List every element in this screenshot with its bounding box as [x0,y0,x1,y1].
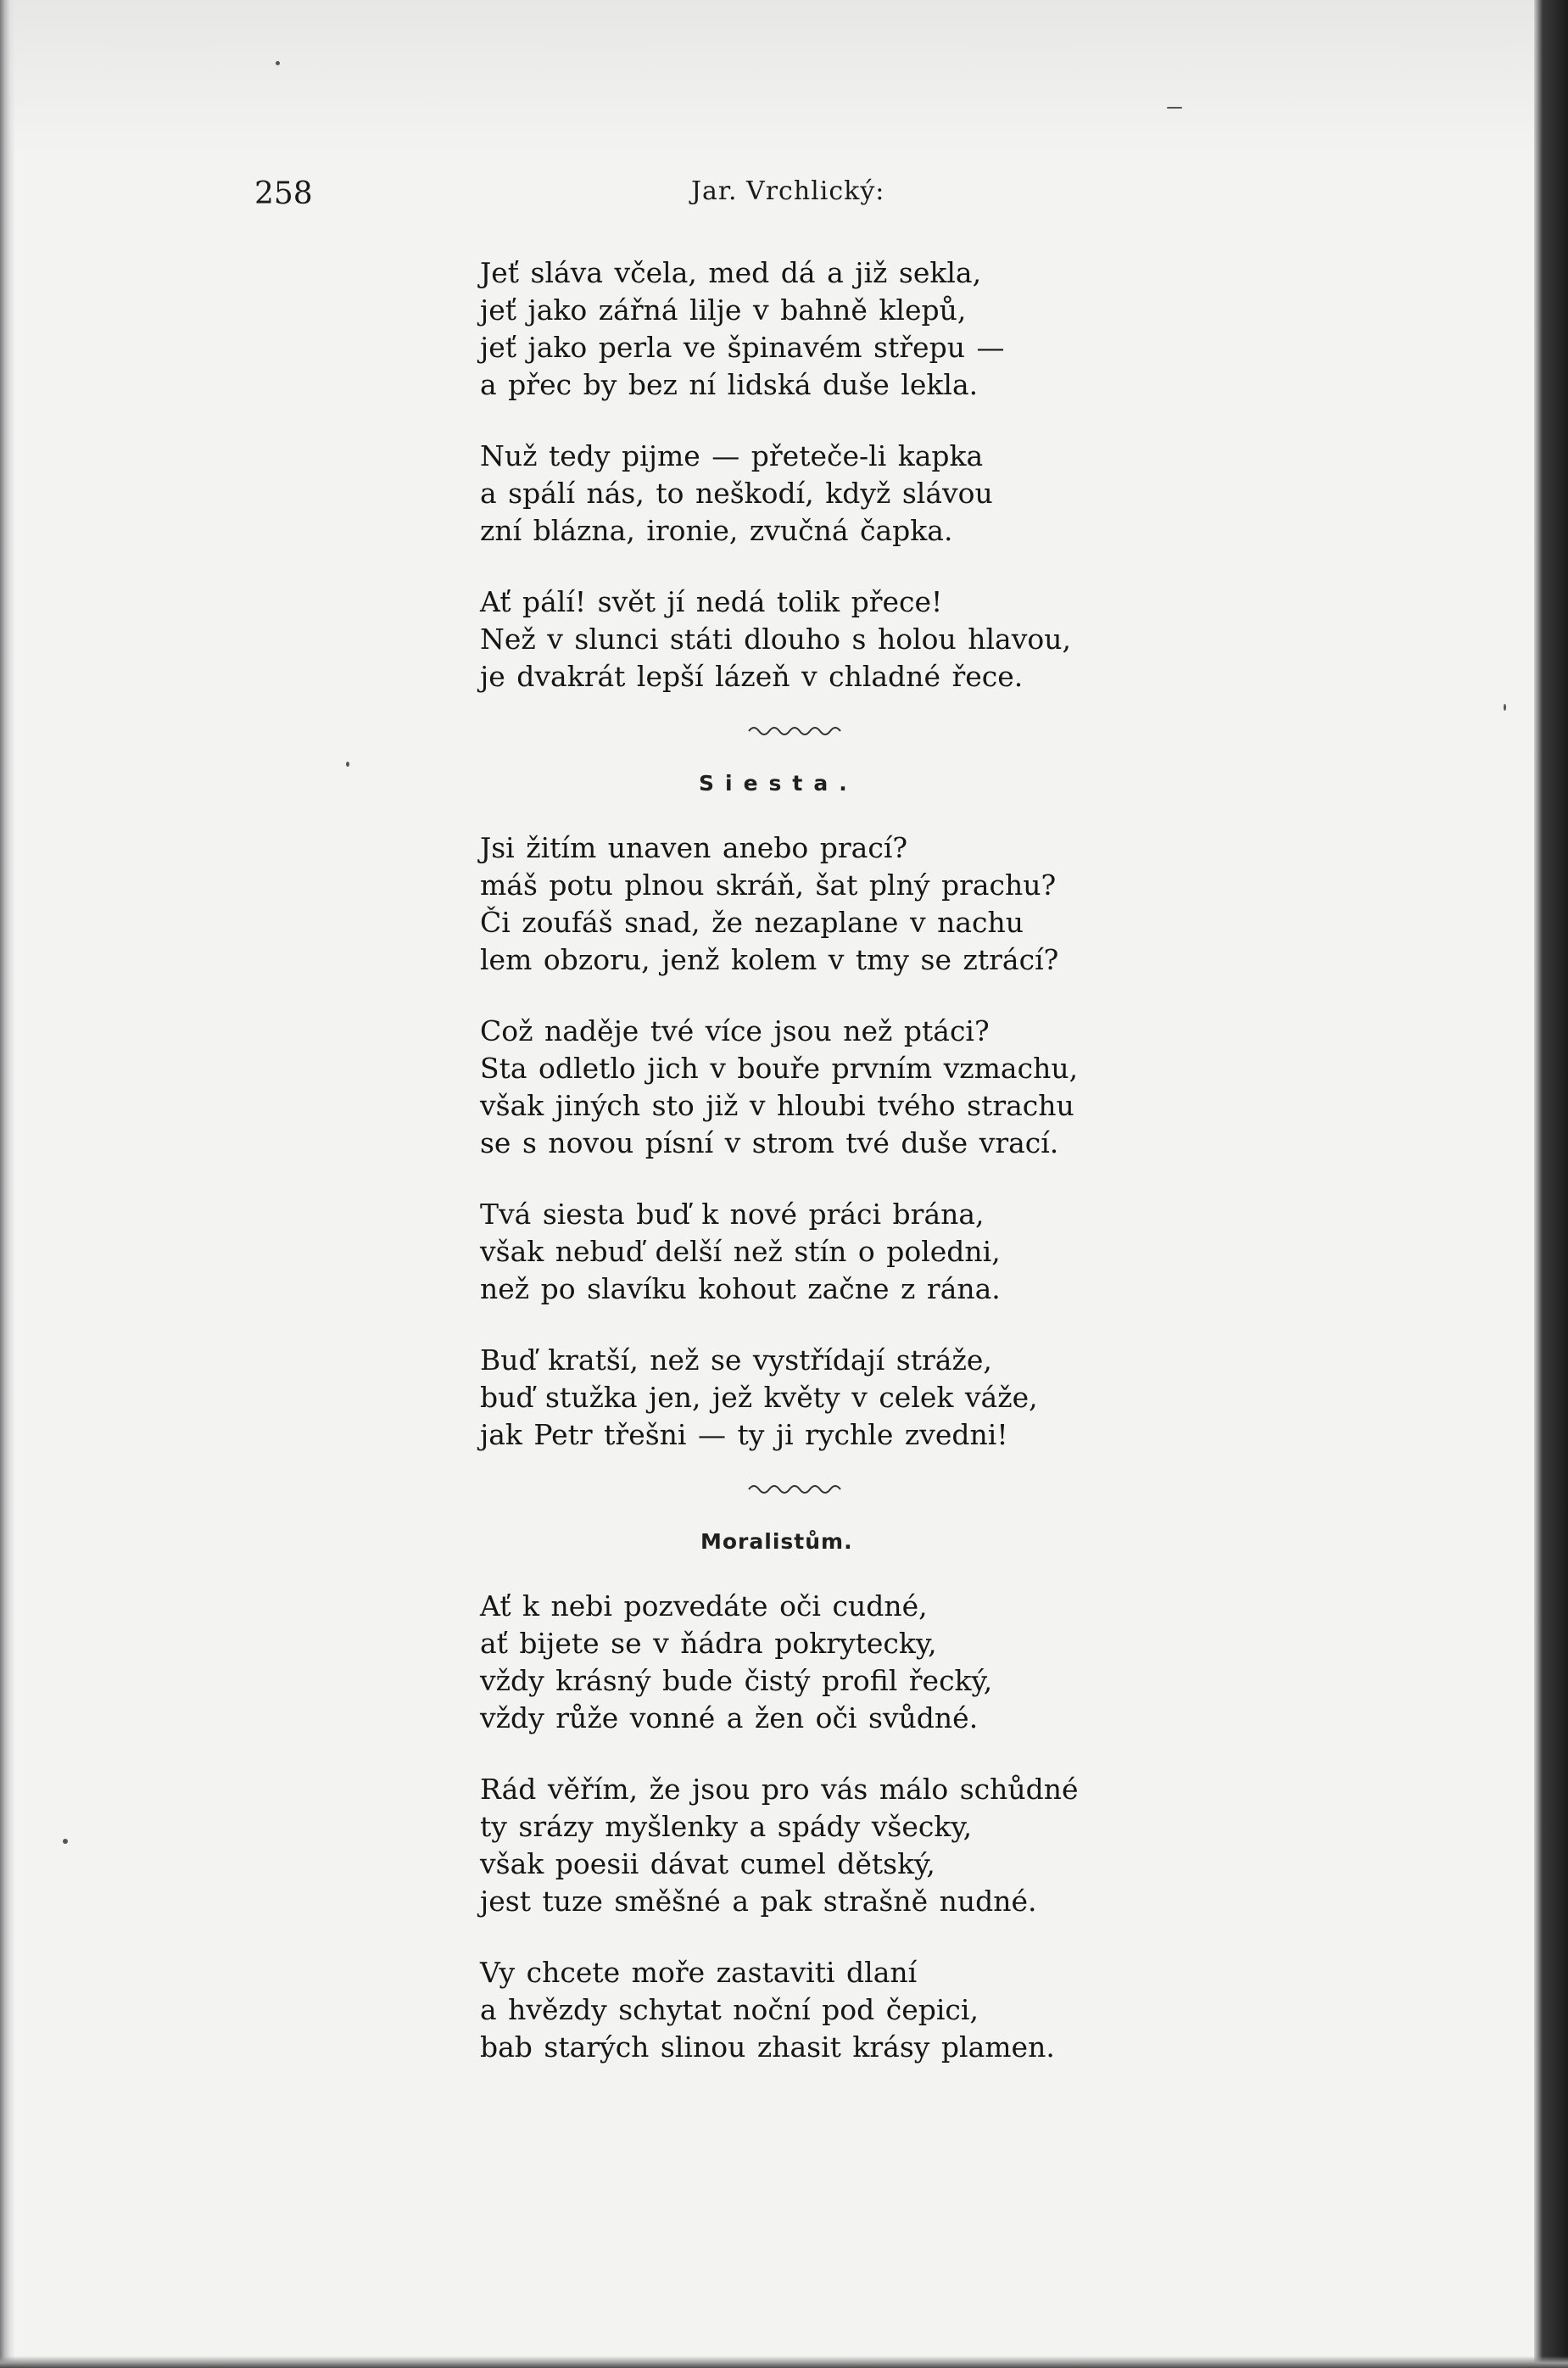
verse-line: Vy chcete moře zastaviti dlaní [480,1956,918,1989]
page-right-edge-shadow [1534,0,1568,2368]
verse-line: a hvězdy schytat noční pod čepici, [480,1993,979,2026]
dust-speck [1167,107,1182,109]
verse-line: Jeť sláva včela, med dá a již sekla, [480,256,982,289]
verse-line: jest tuze směšné a pak strašně nudné. [480,1885,1037,1918]
verse-line: než po slavíku kohout začne z rána. [480,1272,1001,1305]
verse-line: Ať k nebi pozvedáte oči cudné, [480,1589,928,1622]
verse-line: a spálí nás, to neškodí, když slávou [480,477,993,510]
verse-line: Jsi žitím unaven anebo prací? [480,831,908,864]
stanza [480,438,1328,550]
verse-line: buď stužka jen, jež květy v celek váže, [480,1381,1038,1414]
poem-moralistum [480,1518,1328,2066]
verse-line: však jiných sto již v hloubi tvého strachu [480,1089,1074,1122]
verse-line: však nebuď delší než stín o poledni, [480,1235,1001,1268]
stanza [480,584,1328,695]
dust-speck [346,762,349,767]
verse-line: Nuž tedy pijme — přeteče-li kapka [480,439,984,472]
verse-line: vždy růže vonné a žen oči svůdné. [480,1701,979,1734]
verse-line: Tvá siesta buď k nové práci brána, [480,1198,985,1231]
dust-speck [63,1839,68,1844]
dust-speck [1504,704,1506,711]
stanza [480,1954,1328,2066]
stanza [480,829,1328,979]
verse-line: máš potu plnou skráň, šat plný prachu? [480,868,1057,902]
running-head: Jar. Vrchlický: [691,176,885,206]
page-left-edge-shadow [0,0,15,2368]
poem-title: Siesta. [699,771,858,796]
dust-speck [276,61,280,65]
verse-line: zní blázna, ironie, zvučná čapka. [480,514,953,547]
wavy-ornament-divider [747,721,849,738]
verse-line: Rád věřím, že jsou pro vás málo schůdné [480,1773,1079,1806]
verse-line: Což naděje tvé více jsou než ptáci? [480,1014,990,1047]
verse-line: jeť jako perla ve špinavém střepu — [480,331,1005,364]
stanza [480,1196,1328,1308]
verse-line: Sta odletlo jich v bouře prvním vzmachu, [480,1052,1079,1085]
stanza [480,1588,1328,1737]
verse-line: Či zoufáš snad, že nezaplane v nachu [480,906,1024,939]
page-number: 258 [254,176,313,211]
opening-poem [480,254,1328,695]
verse-line: Ať pálí! svět jí nedá tolik přece! [480,585,943,618]
poem-siesta [480,760,1328,1454]
verse-line: vždy krásný bude čistý profil řecký, [480,1664,993,1697]
verse-line: a přec by bez ní lidská duše lekla. [480,368,979,401]
page-header [254,176,916,219]
stanza [480,1013,1328,1162]
verse-line: jeť jako zářná lilje v bahně klepů, [480,293,967,327]
verse-line: ať bijete se v ňádra pokrytecky, [480,1627,937,1660]
verse-line: bab starých slinou zhasit krásy plamen. [480,2030,1055,2064]
wavy-ornament-divider [747,1479,849,1496]
verse-line: lem obzoru, jenž kolem v tmy se ztrácí? [480,943,1059,976]
verse-line: Buď kratší, než se vystřídají stráže, [480,1343,992,1377]
verse-line: však poesii dávat cumel dětský, [480,1847,935,1880]
verse-line: ty srázy myšlenky a spády všecky, [480,1810,973,1843]
page-bottom-edge-shadow [0,2356,1568,2368]
stanza [480,254,1328,404]
page-text [480,254,1328,2066]
stanza [480,1342,1328,1454]
verse-line: jak Petr třešni — ty ji rychle zvedni! [480,1418,1008,1451]
verse-line: je dvakrát lepší lázeň v chladné řece. [480,660,1024,693]
verse-line: se s novou písní v strom tvé duše vrací. [480,1126,1059,1159]
verse-line: Než v slunci státi dlouho s holou hlavou, [480,623,1071,656]
poem-title: Moralistům. [700,1529,853,1554]
stanza [480,1771,1328,1920]
